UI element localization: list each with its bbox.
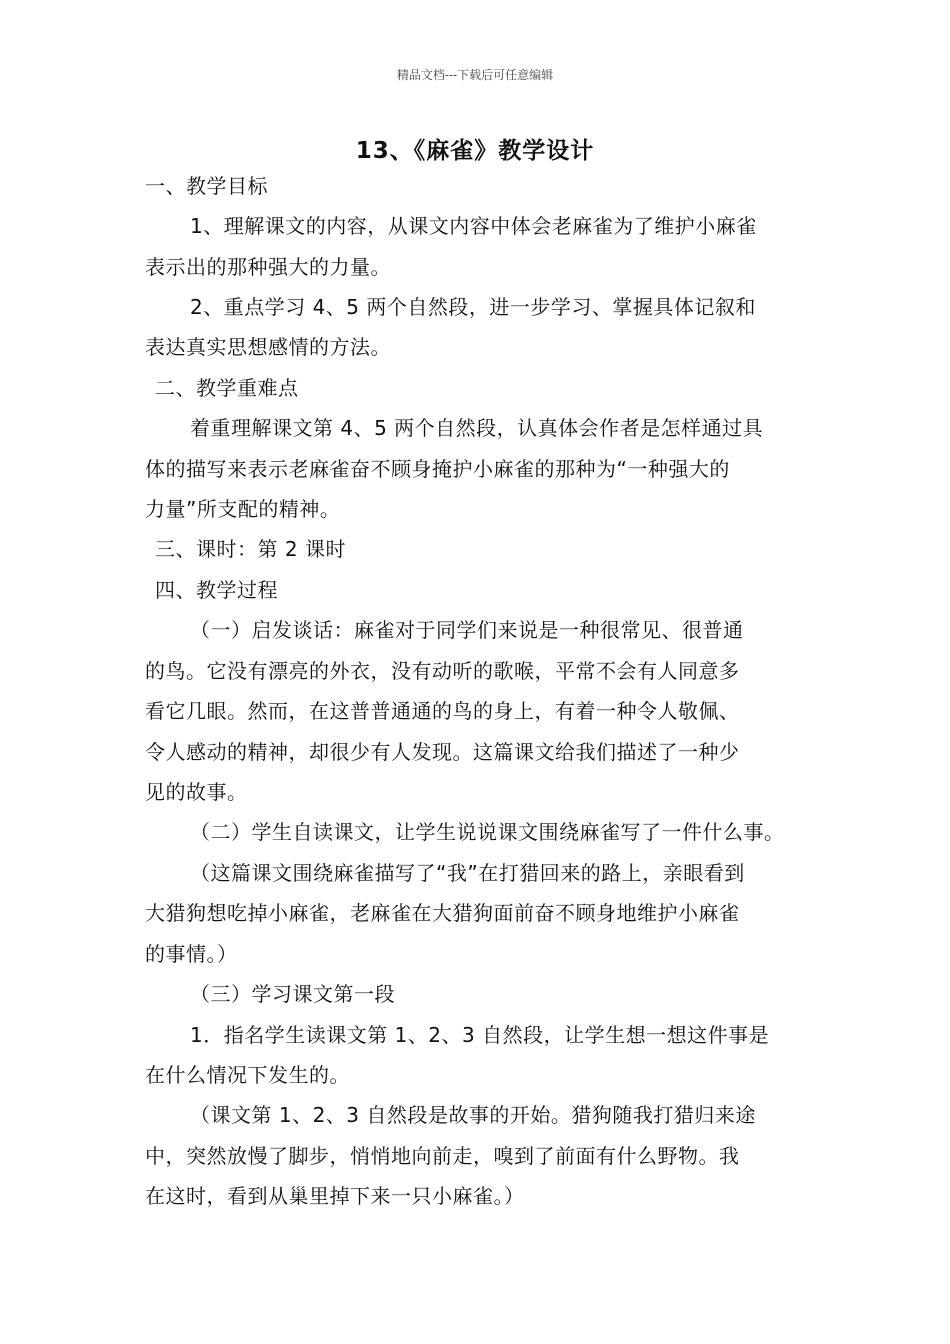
section-heading-key-points: 二、教学重难点 (155, 376, 299, 400)
section-heading-objectives: 一、教学目标 (145, 174, 268, 198)
paragraph-line: （一）启发谈话：麻雀对于同学们来说是一种很常见、很普通 (190, 618, 744, 642)
paragraph-line: 看它几眼。然而，在这普普通通的鸟的身上，有着一种令人敬佩、 (145, 699, 740, 723)
paragraph-line: 2、重点学习 4、5 两个自然段，进一步学习、掌握具体记叙和 (190, 295, 756, 319)
section-heading-lesson-hours: 三、课时：第 2 课时 (155, 537, 346, 561)
paragraph-line: 力量”所支配的精神。 (145, 497, 341, 521)
paragraph-line: 表达真实思想感情的方法。 (145, 335, 391, 359)
paragraph-line: （三）学习课文第一段 (190, 982, 395, 1006)
paragraph-line: （课文第 1、2、3 自然段是故事的开始。猎狗随我打猎归来途 (190, 1103, 756, 1127)
paragraph-line: 着重理解课文第 4、5 两个自然段，认真体会作者是怎样通过具 (190, 416, 764, 440)
paragraph-line: （二）学生自读课文，让学生说说课文围绕麻雀写了一件什么事。 (190, 820, 785, 844)
paragraph-line: 的事情。） (145, 942, 238, 966)
paragraph-line: 大猎狗想吃掉小麻雀，老麻雀在大猎狗面前奋不顾身地维护小麻雀 (145, 901, 740, 925)
paragraph-line: 体的描写来表示老麻雀奋不顾身掩护小麻雀的那种为“一种强大的 (145, 457, 730, 481)
paragraph-line: 见的故事。 (145, 780, 248, 804)
paragraph-line: 在这时，看到从巢里掉下来一只小麻雀。） (145, 1184, 525, 1208)
section-heading-process: 四、教学过程 (155, 578, 278, 602)
document-title: 13、《麻雀》教学设计 (355, 138, 595, 164)
paragraph-line: （这篇课文围绕麻雀描写了“我”在打猎回来的路上，亲眼看到 (190, 861, 745, 885)
paragraph-line: 1、理解课文的内容，从课文内容中体会老麻雀为了维护小麻雀 (190, 214, 757, 238)
paragraph-line: 表示出的那种强大的力量。 (145, 255, 391, 279)
paragraph-line: 1．指名学生读课文第 1、2、3 自然段，让学生想一想这件事是 (190, 1023, 770, 1047)
paragraph-line: 在什么情况下发生的。 (145, 1063, 350, 1087)
paragraph-line: 令人感动的精神，却很少有人发现。这篇课文给我们描述了一种少 (145, 740, 740, 764)
header-note: 精品文档---下载后可任意编辑 (396, 68, 554, 82)
paragraph-line: 中，突然放慢了脚步，悄悄地向前走，嗅到了前面有什么野物。我 (145, 1144, 740, 1168)
paragraph-line: 的鸟。它没有漂亮的外衣，没有动听的歌喉，平常不会有人同意多 (145, 659, 740, 683)
